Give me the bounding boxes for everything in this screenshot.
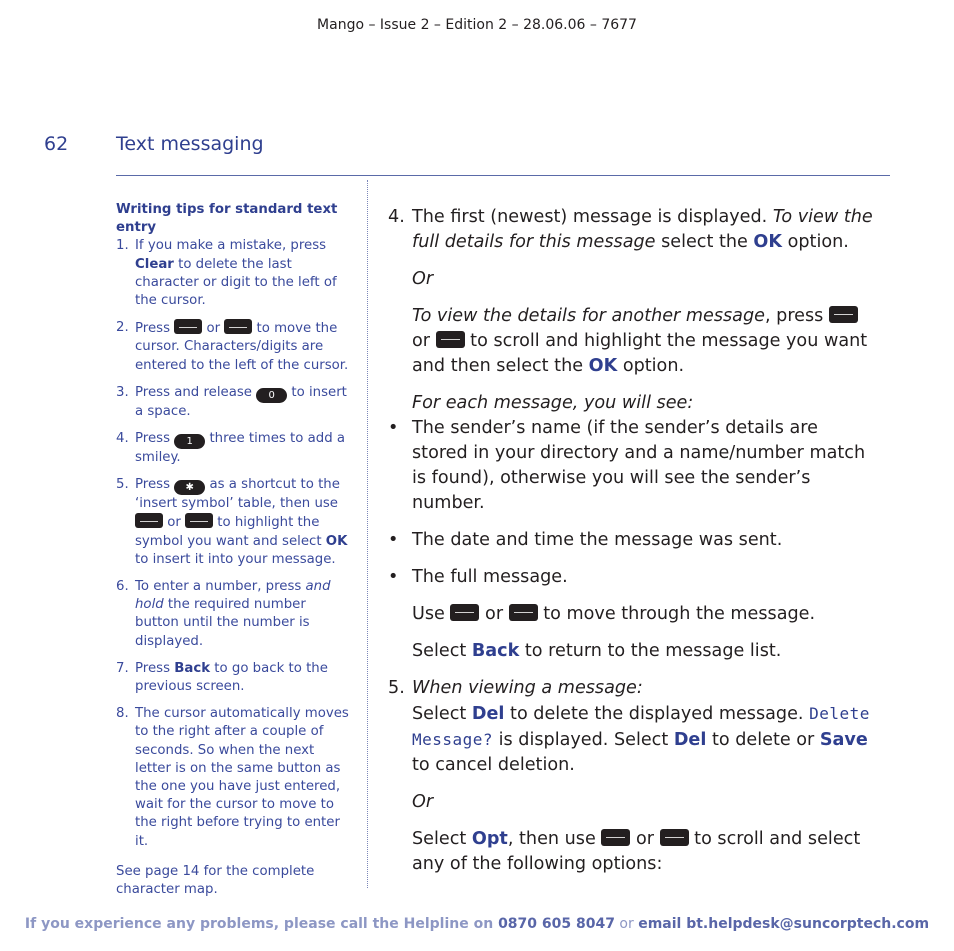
step-5: 5. When viewing a message: Select Del to delete the displayed message. Delete Message? is displayed. Select Del to delete or Save to cancel deletion. Or Select Opt, then use or to scroll and select any of the following options: bbox=[388, 678, 870, 874]
tip-item: 7. Press Back to go back to the previous screen. bbox=[116, 660, 328, 695]
tips-list bbox=[116, 237, 351, 850]
header-rule bbox=[116, 175, 890, 176]
helpline-phone: 0870 605 8047 bbox=[498, 916, 615, 932]
zero-key-icon: 0 bbox=[256, 388, 287, 403]
use-keys-line: Use or to move through the message. bbox=[412, 604, 816, 624]
tip-item: 1. If you make a mistake, press Clear to delete the last character or digit to the left of the cursor. bbox=[116, 238, 337, 309]
bullet-item: • The date and time the message was sent. bbox=[388, 530, 783, 550]
menu-volume-down-key-icon bbox=[185, 513, 213, 528]
details-bullets bbox=[388, 416, 878, 590]
page-number: 62 bbox=[44, 133, 69, 155]
document-header: Mango – Issue 2 – Edition 2 – 28.06.06 – 7677 bbox=[317, 17, 637, 33]
tip-item: 3. Press and release 0 to insert a space. bbox=[116, 384, 347, 419]
menu-volume-up-key-icon bbox=[174, 319, 202, 334]
helpdesk-email: email bt.helpdesk@suncorptech.com bbox=[638, 916, 930, 932]
bullet-item: • The sender’s name (if the sender’s details are stored in your directory and a name/number match is found), otherwise you will see the sender’s number. bbox=[388, 418, 866, 513]
step-4: 4. The first (newest) message is displayed. To view the full details for this message select the OK option. Or To view the details for another message, press or to scroll and highlight the message you want and then select the OK option. For each message, you will see: bbox=[388, 207, 873, 413]
menu-volume-up-key-icon bbox=[829, 306, 858, 323]
tips-sidebar bbox=[116, 201, 351, 913]
select-back-line: Select Back to return to the message list. bbox=[412, 641, 782, 661]
bullet-item: • The full message. bbox=[388, 567, 568, 587]
menu-volume-up-key-icon bbox=[135, 513, 163, 528]
star-key-icon: ✱ bbox=[174, 480, 205, 495]
tip-item: 5. Press ✱ as a shortcut to the ‘insert symbol’ table, then use or to highlight the symbol you want and select OK to insert it into your message. bbox=[116, 477, 348, 567]
tip-item: 4. Press 1 three times to add a smiley. bbox=[116, 431, 346, 466]
menu-volume-up-key-icon bbox=[601, 829, 630, 846]
tip-item: 6. To enter a number, press and hold the required number button until the number is displayed. bbox=[116, 579, 331, 649]
main-content bbox=[388, 205, 878, 877]
menu-volume-up-key-icon bbox=[450, 604, 479, 621]
tips-heading: Writing tips for standard text entry bbox=[116, 202, 338, 236]
menu-volume-down-key-icon bbox=[436, 331, 465, 348]
section-title: Text messaging bbox=[116, 133, 264, 155]
character-map-note: See page 14 for the complete character map. bbox=[116, 863, 315, 898]
tip-item: 2. Press or to move the cursor. Characters/digits are entered to the left of the cursor. bbox=[116, 320, 349, 373]
one-key-icon: 1 bbox=[174, 434, 205, 449]
menu-volume-down-key-icon bbox=[224, 319, 252, 334]
column-divider bbox=[367, 180, 368, 888]
helpline-footer: If you experience any problems, please call the Helpline on 0870 605 8047 or email bt.helpdesk@suncorptech.com bbox=[24, 916, 930, 932]
lcd-display-text: Delete Message? bbox=[412, 704, 870, 749]
tip-item: 8. The cursor automatically moves to the right after a couple of seconds. So when the next letter is on the same button as the one you have just entered, wait for the cursor to move to the right before trying to enter it. bbox=[116, 706, 349, 849]
menu-volume-down-key-icon bbox=[660, 829, 689, 846]
menu-volume-down-key-icon bbox=[509, 604, 538, 621]
